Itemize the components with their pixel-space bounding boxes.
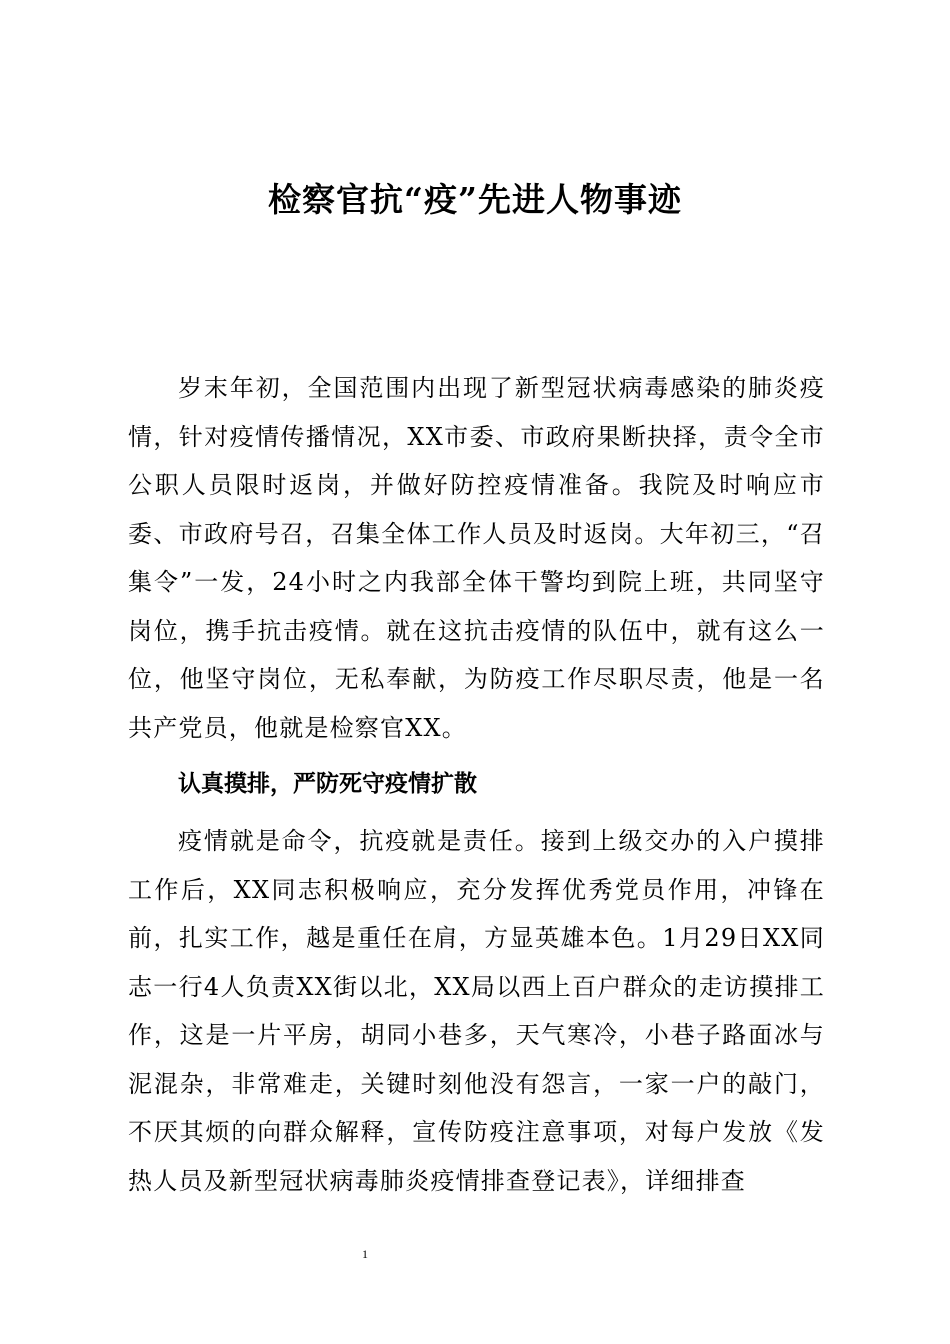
section-heading: 认真摸排，严防死守疫情扩散 [178, 771, 477, 797]
body-paragraph-1: 岁末年初，全国范围内出现了新型冠状病毒感染的肺炎疫情，针对疫情传播情况，XX市委、市政府果断抉择，责令全市公职人员限时返岗，并做好防控疫情准备。我院及时响应市委、市政府号召，召集全体工作人员及时返岗。大年初三，“召集令”一发，24小时之内我部全体干警均到院上班，共同坚守岗位，携手抗击疫情。就在这抗击疫情的队伍中，就有这么一位，他坚守岗位，无私奉献，为防疫工作尽职尽责，他是一名共产党员，他就是检察官XX。 [128, 374, 825, 742]
document-title: 检察官抗“疫”先进人物事迹 [268, 180, 682, 219]
body-paragraph-2: 疫情就是命令，抗疫就是责任。接到上级交办的入户摸排工作后，XX同志积极响应，充分发挥优秀党员作用，冲锋在前，扎实工作，越是重任在肩，方显英雄本色。1月29日XX同志一行4人负责XX街以北，XX局以西上百户群众的走访摸排工作，这是一片平房，胡同小巷多，天气寒冷，小巷子路面冰与泥混杂，非常难走，关键时刻他没有怨言，一家一户的敲门，不厌其烦的向群众解释，宣传防疫注意事项，对每户发放《发热人员及新型冠状病毒肺炎疫情排查登记表》，详细排查 [128, 827, 825, 1195]
page-number: 1 [362, 1247, 368, 1261]
